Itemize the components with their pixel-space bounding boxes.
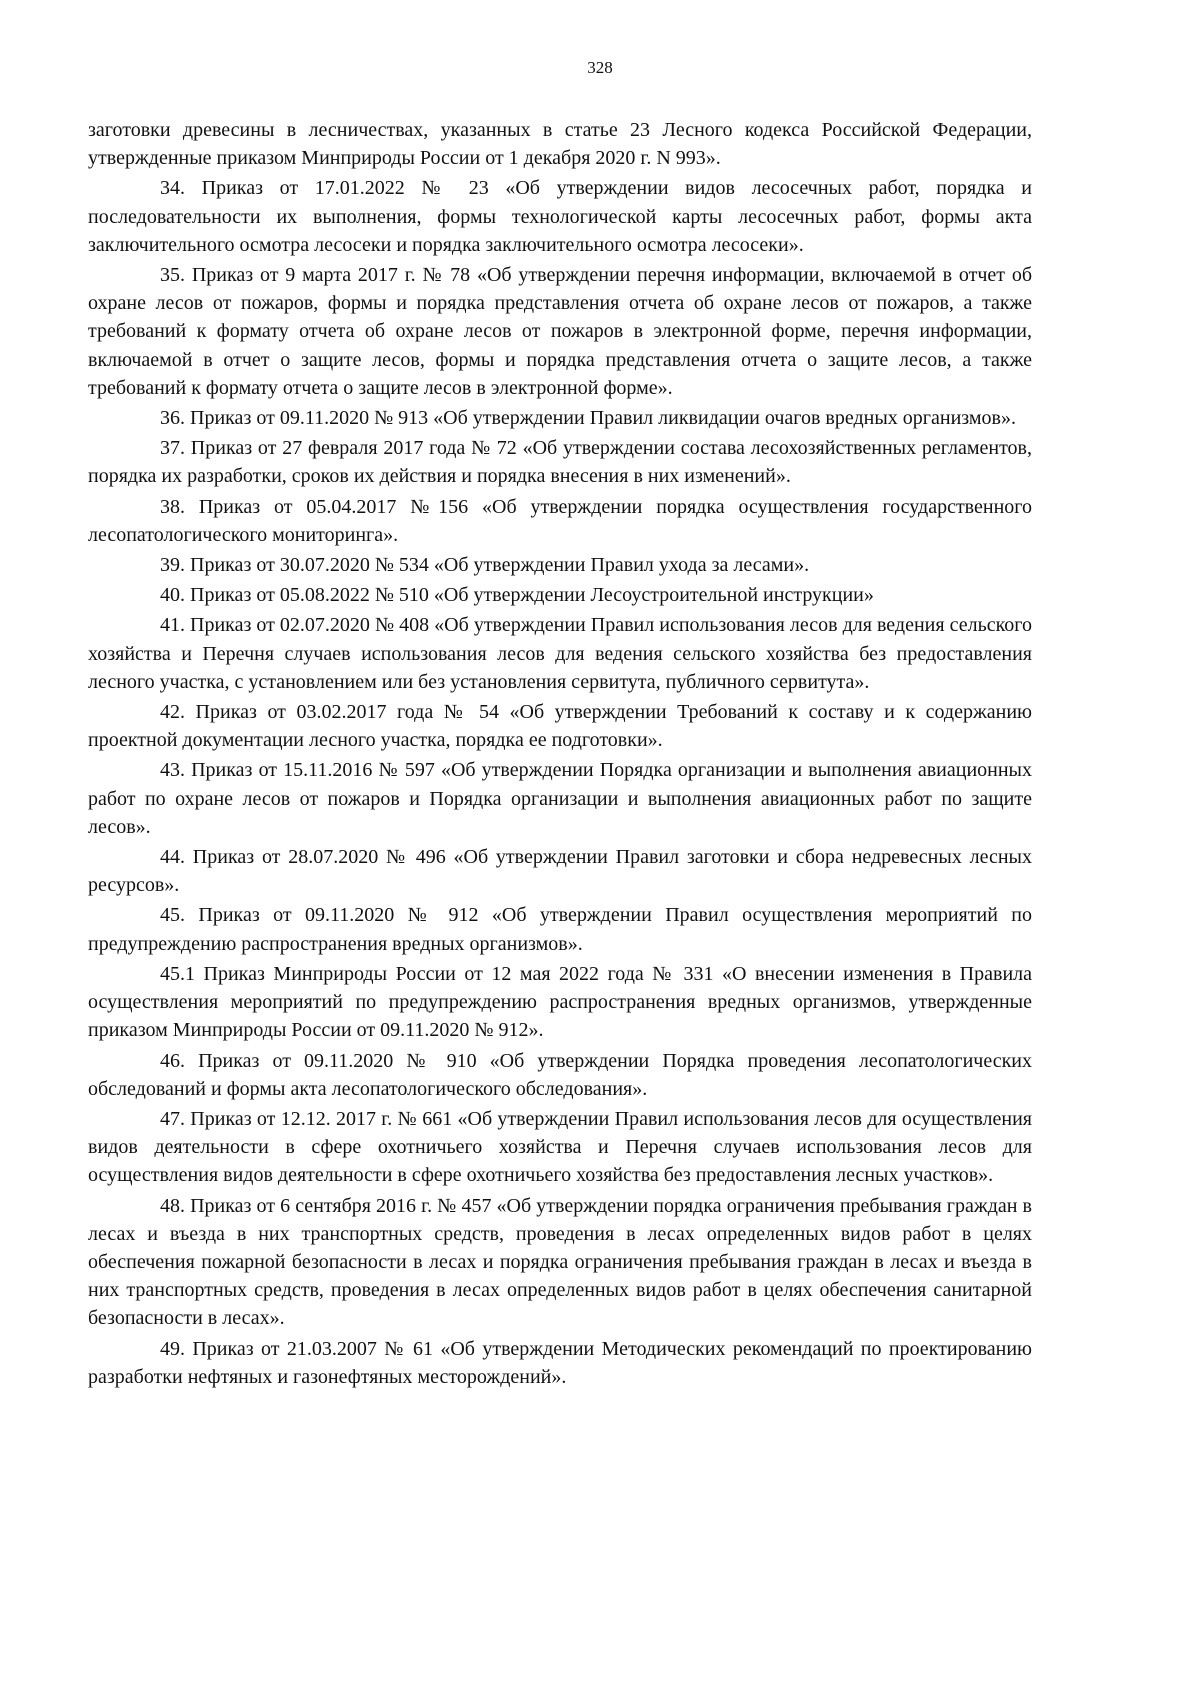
paragraph-p36: 36. Приказ от 09.11.2020 № 913 «Об утверждении Правил ликвидации очагов вредных организмов». [160,407,1016,430]
paragraph-p39: 39. Приказ от 30.07.2020 № 534 «Об утверждении Правил ухода за лесами». [160,554,810,577]
paragraph-p45: 45. Приказ от 09.11.2020 № 912 «Об утверждении Правил осуществления мероприятий по предупреждению распространения вредных организмов». [88,904,1032,955]
paragraph-p41: 41. Приказ от 02.07.2020 № 408 «Об утверждении Правил использования лесов для ведения сельского хозяйства и Перечня случаев использования лесов для ведения сельского хозяйства без предоставления лесного участка, с установлением или без установления сервитута, публичного сервитута». [88,614,1032,693]
paragraph-p43: 43. Приказ от 15.11.2016 № 597 «Об утверждении Порядка организации и выполнения авиационных работ по охране лесов от пожаров и Порядка организации и выполнения авиационных работ по защите лесов». [88,759,1032,838]
paragraph-p33-cont: заготовки древесины в лесничествах, указанных в статье 23 Лесного кодекса Российской Федерации, утвержденные приказом Минприроды России от 1 декабря 2020 г. N 993». [88,119,1032,170]
paragraph-p40: 40. Приказ от 05.08.2022 № 510 «Об утверждении Лесоустроительной инструкции» [160,584,874,607]
paragraph-p47: 47. Приказ от 12.12. 2017 г. № 661 «Об утверждении Правил использования лесов для осуществления видов деятельности в сфере охотничьего хозяйства и Перечня случаев использования лесов для осуществления видов деятельности в сфере охотничьего хозяйства без предоставления лесных участков». [88,1107,1032,1187]
paragraph-p34: 34. Приказ от 17.01.2022 № 23 «Об утверждении видов лесосечных работ, порядка и последовательности их выполнения, формы технологической карты лесосечных работ, формы акта заключительного осмотра лесосеки и порядка заключительного осмотра лесосеки». [88,177,1032,256]
page-number: 328 [587,58,613,77]
paragraph-p35: 35. Приказ от 9 марта 2017 г. № 78 «Об утверждении перечня информации, включаемой в отчет об охране лесов от пожаров, формы и порядка представления отчета об охране лесов от пожаров, а также требований к формату отчета об охране лесов от пожаров в электронной форме, перечня информации, включаемой в отчет о защите лесов, формы и порядка представления отчета о защите лесов, а также требований к формату отчета о защите лесов в электронной форме». [88,264,1032,399]
paragraph-p44: 44. Приказ от 28.07.2020 № 496 «Об утверждении Правил заготовки и сбора недревесных лесных ресурсов». [88,846,1032,897]
paragraph-p37: 37. Приказ от 27 февраля 2017 года № 72 «Об утверждении состава лесохозяйственных регламентов, порядка их разработки, сроков их действия и порядка внесения в них изменений». [88,437,1032,488]
paragraph-p42: 42. Приказ от 03.02.2017 года № 54 «Об утверждении Требований к составу и к содержанию проектной документации лесного участка, порядка ее подготовки». [88,701,1032,752]
paragraph-p48: 48. Приказ от 6 сентября 2016 г. № 457 «Об утверждении порядка ограничения пребывания граждан в лесах и въезда в них транспортных средств, проведения в лесах определенных видов работ в целях обеспечения пожарной безопасности в лесах и порядка ограничения пребывания граждан в лесах и въезда в них транспортных средств, проведения в лесах определенных видов работ в целях обеспечения санитарной безопасности в лесах». [88,1194,1032,1330]
paragraph-p49: 49. Приказ от 21.03.2007 № 61 «Об утверждении Методических рекомендаций по проектированию разработки нефтяных и газонефтяных месторождений». [88,1337,1032,1388]
paragraph-p46: 46. Приказ от 09.11.2020 № 910 «Об утверждении Порядка проведения лесопатологических обследований и формы акта лесопатологического обследования». [88,1049,1032,1100]
paragraph-p38: 38. Приказ от 05.04.2017 №156 «Об утверждении порядка осуществления государственного лесопатологического мониторинга». [88,495,1032,546]
document-body [88,116,1032,1393]
paragraph-p45-1: 45.1 Приказ Минприроды России от 12 мая 2022 года № 331 «О внесении изменения в Правила осуществления мероприятий по предупреждению распространения вредных организмов, утвержденные приказом Минприроды России от 09.11.2020 № 912». [88,962,1032,1042]
